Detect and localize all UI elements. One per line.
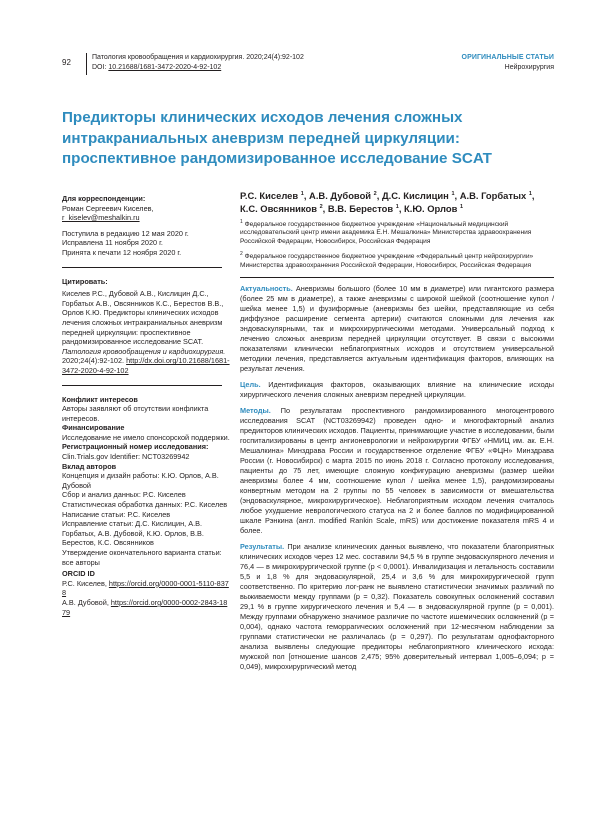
section-name: ОРИГИНАЛЬНЫЕ СТАТЬИ — [461, 54, 554, 61]
correspondence-heading: Для корреспонденции: — [62, 194, 146, 203]
orcid-name: А.В. Дубовой, — [62, 597, 111, 607]
cite-text — [62, 289, 230, 375]
orcid-name: Р.С. Киселев, — [62, 578, 109, 588]
affiliation-1: $^1$ Федеральное государственное бюджетное учреждение «Национальный медицинский исследовательский центр имени академика Е.Н. Мешалкина» Министерства здравоохранения Российской Федерации, Новосибирск, Российская Федерация — [240, 218, 532, 246]
cite-body: Киселев Р.С., Дубовой А.В., Кислицин Д.С., Горбатых А.В., Овсянников К.С., Берестов В.В., Орлов К.Ю. Предикторы клинических исходов лечения сложных интракраниальных аневризм передней циркуляции: проспективное рандомизированное исследование SCAT. — [62, 289, 224, 347]
author: К.Ю. Орлов — [404, 202, 458, 214]
abstract-results: Результаты. При анализе клинических данных выявлено, что показатели благоприятных клинических исходов через 12 мес. составили 94,5 % в группе эндоваскулярного лечения и 76,4 — в микрохирургической группе (p < 0,0001). Инвалидизация и летальность составили 5,5 и 1,8 % для эндоваскулярной, 25,4 и 3,6 % для микрохирургической групп соответственно. По критерию лог-ранк не выявлено статистически значимых различий по выживаемости между группами (p = 0,32). Показатель совокупных осложнений составил 29,1 % в группе хирургического лечения и 5,4 — в эндоваскулярной группе (p = 0,001). Между группами обнаружено значимое различие по частоте ишемических осложнений (p = 0,004), однако частота геморрагических осложнений при 12-месячном наблюдении за группами статистически не различалась (p = 0,297). По результатам однофакторного анализа выявлены следующие предикторы неблагоприятного клинического исхода: мужской пол [отношение шансов 2,475; 95% доверительный интервал 1,005–6,094; p = 0,049), микрохирургический метод — [240, 541, 554, 671]
page-number: 92 — [62, 58, 71, 67]
affiliation-2: $^2$ Федеральное государственное бюджетное учреждение «Федеральный центр нейрохирургии» Министерства здравоохранения Российской Федерации, Новосибирск, Российская Федерация — [240, 250, 534, 269]
contrib-line: Статистическая обработка данных: Р.С. Киселев — [62, 500, 228, 510]
conflict-text: Авторы заявляют об отсутствии конфликта интересов. — [62, 404, 209, 423]
abstract-relevance: Актуальность. Аневризмы большого (более 10 мм в диаметре) или гигантского размера (более 25 мм в диаметре), а также аневризмы с широкой шейкой (соотношение купол / шейка менее 1,5) и фузиформные (аневризмы без шейки, представляющие из себя диффузное расширение сегмента артерии) считаются сложными для лечения как эндоваскулярными, так и микрохирургическими методами. Универсальный подход к лечению сложных аневризм передней циркуляции отсутствует. В связи с высокими показателями клинически неблагоприятных исходов и отсутствием универсальной методики лечения, представляется актуальным идентификация факторов, влияющих на результат лечения. — [240, 283, 555, 373]
funding-text: Исследование не имело спонсорской поддержки. — [62, 432, 230, 442]
orcid-link[interactable]: https://orcid.org/0000-0001-5110-8378 — [62, 578, 229, 598]
conflict-heading: Конфликт интересов — [62, 394, 138, 404]
section-tag — [462, 53, 554, 72]
orcid-entry-1 — [62, 579, 230, 598]
left-sidebar — [62, 194, 230, 617]
doi-line — [92, 63, 304, 73]
author: Д.С. Кислицин — [381, 190, 449, 201]
author: В.В. Берестов — [327, 202, 394, 214]
contrib-line: Исправление статьи: Д.С. Кислицин, А.В. Горбатых, А.В. Дубовой, К.Ю. Орлов, В.В. Берестов, К.С. Овсянников — [62, 519, 204, 548]
author: А.В. Дубовой — [309, 190, 372, 201]
date-received: Поступила в редакцию 12 мая 2020 г. — [62, 228, 189, 238]
cite-heading: Цитировать: — [62, 276, 108, 286]
registry-heading: Регистрационный номер исследования: — [62, 442, 209, 452]
orcid-entry-2 — [62, 598, 230, 617]
author: Р.С. Киселев — [240, 190, 299, 201]
author: К.С. Овсянников — [240, 202, 317, 214]
contrib-line: Сбор и анализ данных: Р.С. Киселев — [62, 490, 186, 500]
header-divider — [86, 53, 87, 75]
contrib-line: Концепция и дизайн работы: К.Ю. Орлов, А.В. Дубовой — [62, 471, 219, 490]
journal-line: Патология кровообращения и кардиохирургия. 2020;24(4):92-102 — [92, 54, 304, 61]
date-accepted: Принята к печати 12 ноября 2020 г. — [62, 247, 182, 257]
contrib-line: Написание статьи: Р.С. Киселев — [62, 509, 171, 519]
abstract-methods: Методы. По результатам проспективного рандомизированного многоцентрового исследования SCAT (NCT03269942) проведен одно- и многофакторный анализ предикторов клинических исходов. Пациенты, принимающие участие в исследовании, были госпитализированы в центр ангионеврологии и нейрохирургии ФГБУ «НМИЦ им. ак. Е.Н. Мешалкина» Минздрава России и госудаpственное отделение ФГБУ «ФЦН» Минздрава России (г. Новосибирск) с марта 2015 по июнь 2018 г. Согласно протоколу исследования, пациенты до 75 лет, имеющие сложную конфигурацию аневризмы (размер шейки аневризмы более 4 мм, соотношение купол / шейка менее 1,5), рандомизированы конвертным методом на 2 группы по 55 человек в зависимости от вмешательства (эндоваскулярное, микрохирургическое). Неблагоприятным исходом лечения считалось любое ухудшение неврологического статуса на 2 и более баллов по модифицированной шкале Рэнкина (англ. modified Rankin Scale, mRS) или достижение показателя mRS 4 и более. — [240, 405, 555, 535]
divider — [62, 385, 222, 386]
cite-journal: Патология кровообращения и кардиохирургия. — [62, 346, 226, 356]
doi-link[interactable]: 10.21688/1681-3472-2020-4-92-102 — [108, 63, 222, 71]
subsection-name: Нейрохирургия — [504, 63, 554, 71]
funding-heading: Финансирование — [62, 423, 125, 433]
correspondence-email[interactable]: r_kiselev@meshalkin.ru — [62, 213, 140, 223]
author-list: Р.С. Киселев $^1$, А.В. Дубовой $^2$, Д.С. Кислицин $^1$, А.В. Горбатых $^1$, К.С. Овсянников $^2$, В.В. Берестов $^1$, К.Ю. Орлов $^1$ — [240, 190, 535, 214]
abstract-aim: Цель. Идентификация факторов, оказывающих влияние на клинические исходы хирургического лечения сложных аневризм передней циркуляции. — [240, 379, 554, 399]
journal-header — [92, 53, 304, 72]
article-title: Предикторы клинических исходов лечения сложных интракраниальных аневризм передней циркуляции: проспективное рандомизированное исследование SCAT — [62, 109, 492, 167]
contrib-line: Утверждение окончательного варианта статьи: все авторы — [62, 548, 222, 567]
divider — [240, 277, 554, 278]
author: А.В. Горбатых — [459, 190, 527, 201]
contrib-heading: Вклад авторов — [62, 461, 117, 471]
cite-link[interactable]: http://dx.doi.org/10.21688/1681-3472-2020-4-92-102 — [62, 356, 230, 375]
doi-prefix: DOI: — [92, 63, 109, 71]
orcid-link[interactable]: https://orcid.org/0000-0002-2843-1879 — [62, 597, 228, 617]
cite-tail: 2020;24(4):92-102. — [62, 356, 125, 366]
main-column — [240, 190, 554, 678]
correspondence-name: Роман Сергеевич Киселев, — [62, 203, 154, 213]
divider — [62, 267, 222, 268]
orcid-heading: ORCID ID — [62, 569, 95, 579]
registry-text: Clin.Trials.gov Identifier: NCT03269942 — [62, 452, 190, 462]
date-revised: Исправлена 11 ноября 2020 г. — [62, 238, 163, 248]
